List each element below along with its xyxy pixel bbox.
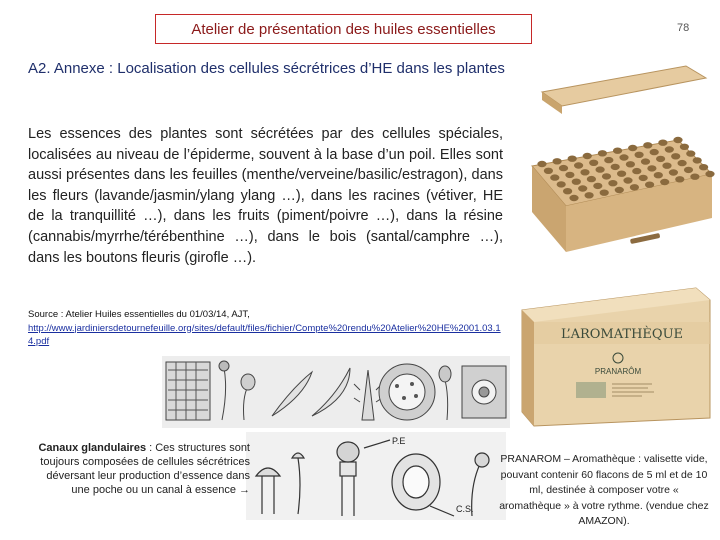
- bottle-slot: [583, 153, 592, 159]
- source-label: Source : Atelier Huiles essentielles du 01/03/14, AJT,: [28, 309, 250, 320]
- bottle-slot: [593, 183, 602, 189]
- bottle-slot: [559, 165, 568, 171]
- bottle-slot: [675, 176, 684, 182]
- bottle-slot: [662, 163, 671, 169]
- title-box: [155, 14, 532, 44]
- open-wooden-box-photo: [528, 56, 716, 268]
- bottle-slot: [669, 169, 678, 175]
- glandular-canal-illustration: [246, 432, 506, 520]
- bottle-slot: [537, 161, 546, 167]
- bottle-slot: [589, 160, 598, 166]
- secretory-cells-illustration: [162, 356, 510, 428]
- bottle-slot: [578, 185, 587, 191]
- bottle-slot: [568, 156, 577, 162]
- bottle-slot: [611, 164, 620, 170]
- box-logo-text: PRANARÔM: [594, 367, 642, 376]
- bottle-slot: [550, 174, 559, 180]
- bottle-slot: [615, 187, 624, 193]
- bottle-slot: [553, 158, 562, 164]
- bottle-slot: [585, 192, 594, 198]
- bottle-slot: [602, 173, 611, 179]
- bottle-slot: [544, 168, 553, 174]
- bottle-slot: [671, 153, 680, 159]
- cell-label-cs: C.S.: [456, 504, 474, 514]
- bottle-slot: [619, 154, 628, 160]
- closed-aromatheque-box-photo: [514, 270, 716, 430]
- bottle-slot: [563, 188, 572, 194]
- bottle-slot: [572, 179, 581, 185]
- product-caption: [498, 452, 710, 530]
- bottle-slot: [654, 172, 663, 178]
- bottle-slot: [645, 182, 654, 188]
- bottle-slot: [660, 179, 669, 185]
- bottle-slot: [705, 171, 714, 177]
- bottle-slot: [635, 152, 644, 158]
- bottle-slot: [630, 184, 639, 190]
- bottle-slot: [600, 190, 609, 196]
- bottle-slot: [580, 169, 589, 175]
- bottle-slot: [639, 175, 648, 181]
- bottle-slot: [690, 174, 699, 180]
- bottle-slot: [587, 176, 596, 182]
- bottle-slot: [641, 158, 650, 164]
- bottle-slot: [632, 168, 641, 174]
- bottle-slot: [684, 167, 693, 173]
- bottle-slot: [596, 166, 605, 172]
- bottle-slot: [673, 137, 682, 143]
- bottle-slot: [565, 172, 574, 178]
- bottle-slot: [658, 140, 667, 146]
- bottle-slot: [626, 161, 635, 167]
- bottle-slot: [557, 181, 566, 187]
- box-brand-text: L’AROMATHÈQUE: [560, 327, 684, 342]
- bottle-slot: [678, 160, 687, 166]
- bottle-slot: [569, 195, 578, 201]
- bottle-slot: [656, 156, 665, 162]
- product-caption-title: PRANAROM – Aromathèque: [500, 453, 636, 465]
- bottle-slot: [665, 146, 674, 152]
- bottle-slot: [686, 150, 695, 156]
- bottle-slot: [598, 150, 607, 156]
- source-citation: [28, 308, 506, 349]
- bottle-slot: [613, 148, 622, 154]
- bottle-slot: [628, 145, 637, 151]
- bottle-slot: [574, 162, 583, 168]
- bottle-slot: [647, 165, 656, 171]
- bottle-slot: [650, 149, 659, 155]
- bottle-slot: [643, 142, 652, 148]
- bottle-slot: [617, 171, 626, 177]
- page-title: Atelier de présentation des huiles essentielles: [191, 20, 496, 38]
- bottle-slot: [680, 144, 689, 150]
- body-paragraph: Les essences des plantes sont sécrétées par des cellules spéciales, localisées au niveau de l’épiderme, souvent à la base d’un poil. Elles sont aussi présentes dans les feuilles (menthe/verveine/basilic/estragon), dans les fleurs (lavande/jasmin/ylang ylang …), dans les racines (vétiver, HE de la tranquillité …), dans les fruits (piment/poivre …), dans la résine (cannabis/myrrhe/térébenthine …), dans le bois (santal/camphre …), dans les boutons fleuris (girofle …).: [28, 126, 503, 266]
- section-heading: A2. Annexe : Localisation des cellules sécrétrices d’HE dans les plantes: [28, 60, 505, 77]
- canal-caption: [28, 441, 250, 497]
- source-link[interactable]: http://www.jardiniersdetournefeuille.org/sites/default/files/fichier/Compte%20rendu%20Atelier%20HE%2001.03.14.pdf: [28, 322, 501, 347]
- bottle-slot: [699, 164, 708, 170]
- product-caption-text: : valisette vide, pouvant contenir 60 flacons de 5 ml et de 10 ml, destinée à composer votre « aromathèque » à votre rythme. (vendue chez AMAZON).: [499, 453, 709, 527]
- cell-label-pe: P.E: [392, 436, 406, 446]
- canal-caption-term: Canaux glandulaires: [38, 442, 147, 454]
- canal-caption-text: : Ces structures sont toujours composées de cellules sécrétrices déversant leur production d’essence dans une poche ou un canal à essence →: [40, 442, 250, 496]
- bottle-slot: [604, 157, 613, 163]
- page-number: 78: [677, 22, 690, 34]
- bottle-slot: [608, 180, 617, 186]
- bottle-slot: [623, 177, 632, 183]
- bottle-slot: [693, 157, 702, 163]
